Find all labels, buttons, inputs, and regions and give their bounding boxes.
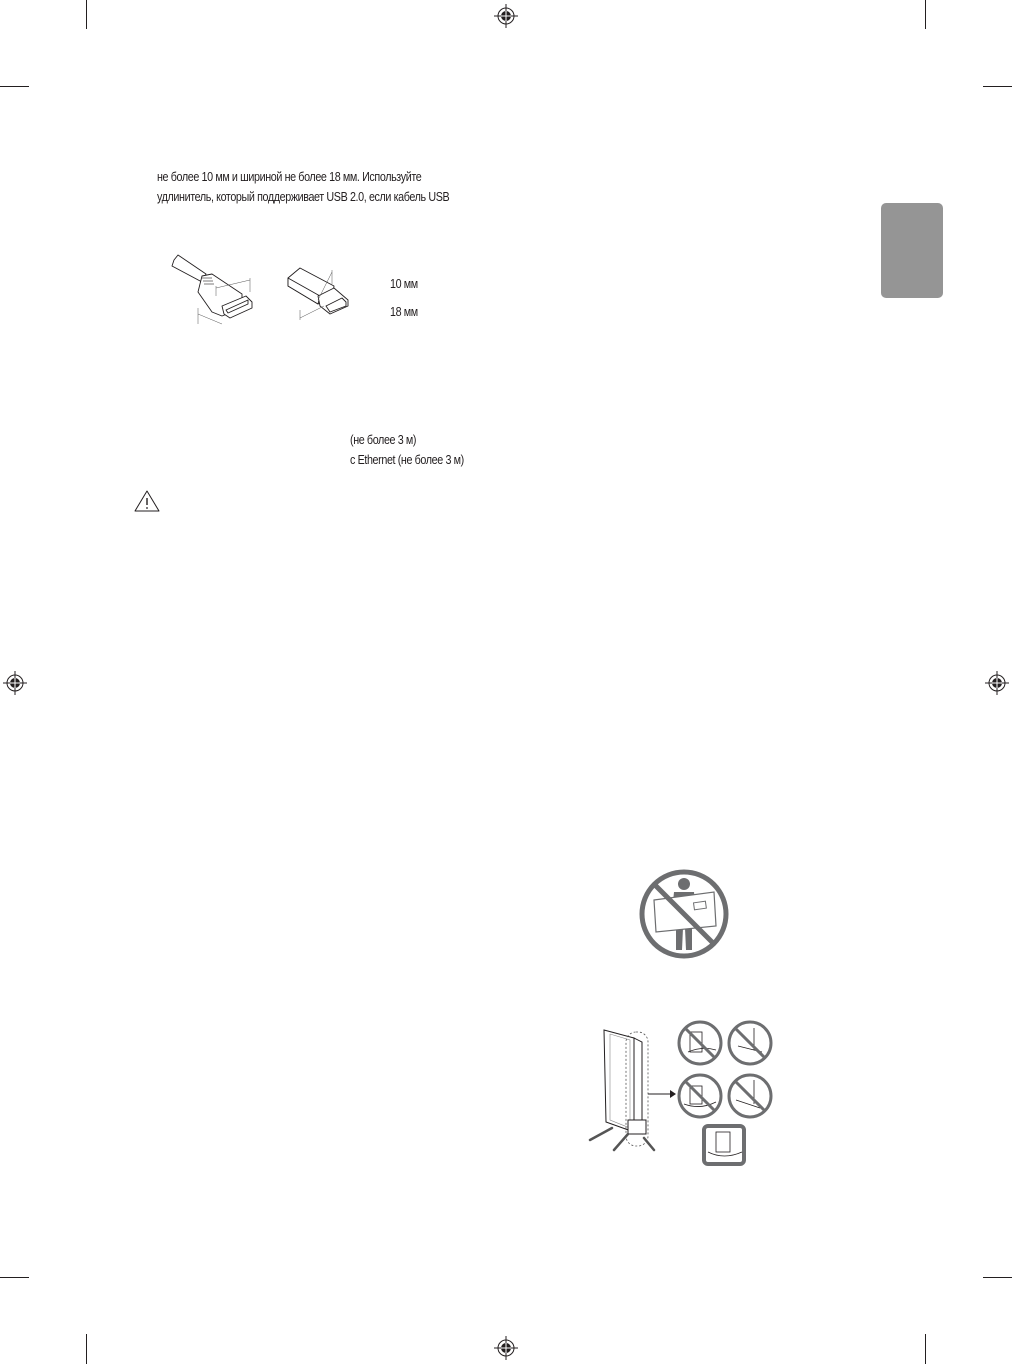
registration-mark-left-icon — [3, 671, 27, 695]
warning-triangle-icon — [133, 489, 161, 513]
usb-stick-icon — [284, 262, 354, 322]
no-carrying-tv-icon — [636, 866, 732, 962]
crop-mark-bl-h — [0, 1277, 29, 1278]
language-tab — [881, 203, 943, 298]
usb-requirement-line-1: не более 10 мм и шириной не более 18 мм. Используйте — [157, 170, 422, 184]
crop-mark-tl-v — [86, 0, 87, 29]
crop-mark-tr-h — [983, 86, 1012, 87]
dimension-label-width: 18 мм — [390, 305, 418, 319]
hdmi-connector-icon — [166, 252, 258, 326]
crop-mark-tl-h — [0, 86, 29, 87]
cable-note-line-2: с Ethernet (не более 3 м) — [350, 453, 464, 467]
crop-mark-tr-v — [925, 0, 926, 29]
dimension-label-thickness: 10 мм — [390, 277, 418, 291]
registration-mark-right-icon — [985, 671, 1009, 695]
cable-holder-usage-icon — [584, 1016, 780, 1170]
usb-requirement-line-2: удлинитель, который поддерживает USB 2.0, если кабель USB — [157, 190, 450, 204]
registration-mark-bottom-icon — [494, 1336, 518, 1360]
crop-mark-br-v — [925, 1334, 926, 1364]
crop-mark-br-h — [983, 1277, 1012, 1278]
crop-mark-bl-v — [86, 1334, 87, 1364]
cable-note-line-1: (не более 3 м) — [350, 433, 417, 447]
registration-mark-top-icon — [494, 4, 518, 28]
